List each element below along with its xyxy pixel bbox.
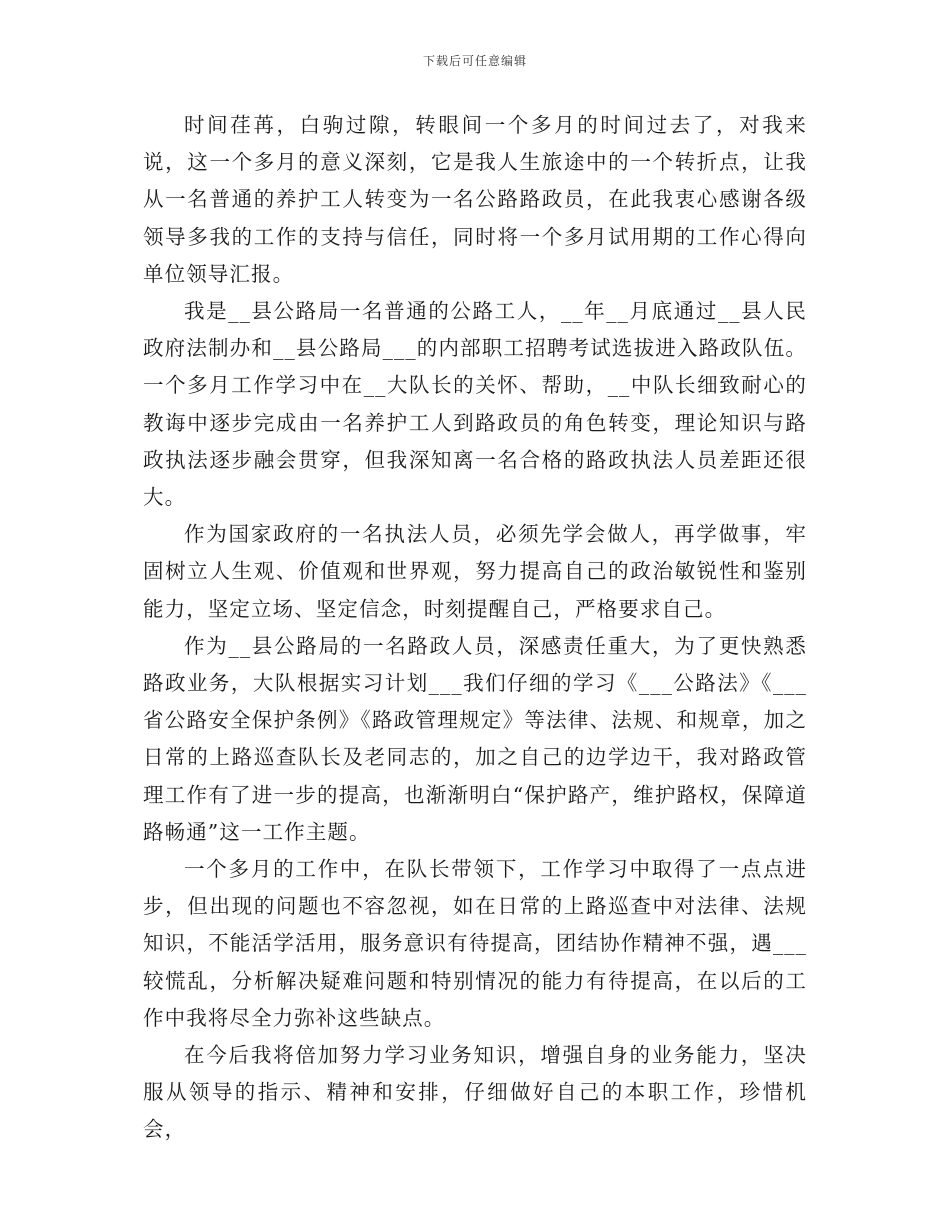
- paragraph-1: 时间荏苒，白驹过隙，转眼间一个多月的时间过去了，对我来说，这一个多月的意义深刻，它是我人生旅途中的一个转折点，让我从一名普通的养护工人转变为一名公路路政员，在此我衷心感谢各级领导多我的工作的支持与信任，同时将一个多月试用期的工作心得向单位领导汇报。: [143, 113, 807, 286]
- paragraph-2: 我是__县公路局一名普通的公路工人，__年__月底通过__县人民政府法制办和__县公路局___的内部职工招聘考试选拔进入路政队伍。一个多月工作学习中在__大队长的关怀、帮助，__中队长细致耐心的教诲中逐步完成由一名养护工人到路政员的角色转变，理论知识与路政执法逐步融会贯穿，但我深知离一名合格的路政执法人员差距还很大。: [143, 299, 807, 510]
- paragraph-5: 一个多月的工作中，在队长带领下，工作学习中取得了一点点进步，但出现的问题也不容忽视，如在日常的上路巡查中对法律、法规知识，不能活学活用，服务意识有待提高，团结协作精神不强，遇___较慌乱，分析解决疑难问题和特别情况的能力有待提高，在以后的工作中我将尽全力弥补这些缺点。: [143, 857, 807, 1030]
- paragraph-6: 在今后我将倍加努力学习业务知识，增强自身的业务能力，坚决服从领导的指示、精神和安排，仔细做好自己的本职工作，珍惜机会，: [143, 1043, 807, 1142]
- page-header: 下载后可任意编辑: [422, 54, 527, 68]
- document-body: [143, 107, 807, 1149]
- paragraph-3: 作为国家政府的一名执法人员，必须先学会做人，再学做事，牢固树立人生观、价值观和世界观，努力提高自己的政治敏锐性和鉴别能力，坚定立场、坚定信念，时刻提醒自己，严格要求自己。: [143, 522, 807, 621]
- paragraph-4: 作为__县公路局的一名路政人员，深感责任重大，为了更快熟悉路政业务，大队根据实习计划___我们仔细的学习《___公路法》《___省公路安全保护条例》《路政管理规定》等法律、法规、和规章，加之日常的上路巡查队长及老同志的，加之自己的边学边干，我对路政管理工作有了进一步的提高，也渐渐明白“保护路产，维护路权，保障道路畅通”这一工作主题。: [143, 633, 807, 844]
